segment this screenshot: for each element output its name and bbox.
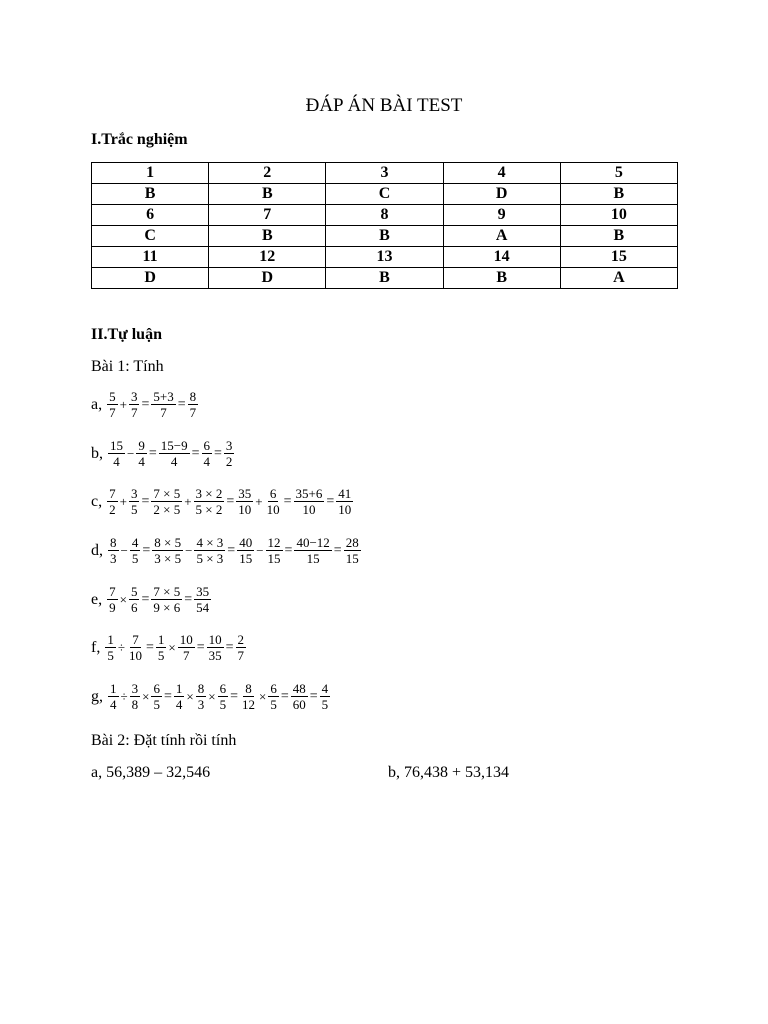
fraction-numerator: 3 — [130, 389, 138, 404]
fraction-numerator: 5 — [130, 584, 138, 599]
table-cell: A — [560, 268, 677, 289]
fraction — [107, 584, 118, 615]
table-cell: 8 — [326, 205, 443, 226]
table-cell: 1 — [92, 163, 209, 184]
fraction — [344, 535, 361, 566]
fraction — [130, 681, 141, 712]
fraction-numerator: 3 × 2 — [195, 486, 223, 501]
math-operator: = — [177, 396, 186, 412]
fraction — [107, 486, 118, 517]
fraction-denominator: 7 — [237, 648, 245, 663]
table-row — [92, 184, 678, 205]
fraction — [156, 632, 167, 663]
fraction — [108, 535, 119, 566]
fraction — [266, 535, 283, 566]
math-operator: = — [163, 688, 172, 704]
math-operator: − — [120, 542, 128, 558]
section-heading-multiple-choice: I.Trắc nghiệm — [91, 131, 188, 148]
math-line — [91, 389, 199, 420]
fraction-denominator: 7 — [109, 405, 116, 420]
fraction-numerator: 1 — [110, 681, 117, 696]
fraction-denominator: 5 — [270, 697, 277, 712]
fraction-numerator: 41 — [338, 486, 352, 501]
table-cell: 6 — [92, 205, 209, 226]
fraction — [136, 438, 147, 469]
fraction-denominator: 2 — [109, 502, 116, 517]
fraction-denominator: 15 — [267, 551, 281, 566]
fraction-denominator: 3 — [197, 697, 205, 712]
math-operator: = — [141, 493, 150, 509]
fraction — [240, 681, 257, 712]
fraction-denominator: 2 × 5 — [153, 502, 181, 517]
table-cell: A — [443, 226, 560, 247]
fraction-denominator: 54 — [196, 600, 210, 615]
math-line-label: a, — [91, 395, 103, 413]
math-operator: + — [255, 493, 263, 509]
fraction-numerator: 4 — [131, 535, 139, 550]
table-cell: C — [92, 226, 209, 247]
math-line — [91, 681, 331, 712]
fraction — [320, 681, 331, 712]
fraction-denominator: 3 — [110, 551, 117, 566]
math-operator: ÷ — [120, 688, 128, 704]
fraction — [129, 486, 140, 517]
math-operator: = — [333, 542, 342, 558]
table-cell: B — [326, 268, 443, 289]
math-operator: + — [119, 493, 127, 509]
math-line-label: g, — [91, 687, 103, 705]
fraction — [291, 681, 308, 712]
table-row — [92, 205, 678, 226]
table-row — [92, 163, 678, 184]
fraction — [105, 632, 116, 663]
fraction-denominator: 15 — [306, 551, 320, 566]
table-cell: 7 — [209, 205, 326, 226]
table-cell: D — [92, 268, 209, 289]
fraction — [151, 389, 175, 420]
fraction-denominator: 3 × 5 — [154, 551, 182, 566]
fraction-numerator: 40−12 — [296, 535, 330, 550]
fraction — [151, 681, 162, 712]
fraction-denominator: 4 — [175, 697, 183, 712]
fraction-numerator: 6 — [203, 438, 210, 453]
fraction-denominator: 5 — [321, 697, 329, 712]
math-operator: = — [196, 639, 205, 655]
fraction-numerator: 3 — [131, 681, 139, 696]
fraction — [194, 584, 211, 615]
fraction-denominator: 10 — [338, 502, 352, 517]
fraction-numerator: 7 — [132, 632, 139, 647]
fraction — [336, 486, 353, 517]
math-operator: + — [119, 396, 127, 412]
fraction-numerator: 8 — [245, 681, 252, 696]
math-operator: = — [284, 542, 293, 558]
math-line-label: b, — [91, 444, 103, 462]
table-cell: B — [209, 184, 326, 205]
fraction-denominator: 8 — [131, 697, 139, 712]
fraction-numerator: 5+3 — [153, 389, 174, 404]
table-row — [92, 226, 678, 247]
exercise-2b: b, 76,438 + 53,134 — [388, 764, 510, 781]
fraction-denominator: 5 — [157, 648, 165, 663]
math-operator: = — [184, 591, 193, 607]
table-cell: B — [209, 226, 326, 247]
fraction-denominator: 10 — [302, 502, 316, 517]
math-operator: × — [186, 688, 194, 704]
math-operator: = — [230, 688, 238, 704]
fraction-numerator: 48 — [292, 681, 306, 696]
fraction — [265, 486, 282, 517]
table-row — [92, 268, 678, 289]
answer-table — [91, 162, 678, 289]
math-operator: × — [168, 639, 176, 655]
fraction-numerator: 10 — [208, 632, 222, 647]
fraction-numerator: 2 — [237, 632, 245, 647]
math-operator: − — [185, 542, 193, 558]
fraction-denominator: 4 — [203, 454, 210, 469]
exercise-2a: a, 56,389 – 32,546 — [91, 764, 211, 781]
math-operator: × — [142, 688, 150, 704]
fraction-denominator: 9 × 6 — [153, 600, 181, 615]
table-cell: 15 — [560, 247, 677, 268]
fraction — [174, 681, 185, 712]
table-cell: 10 — [560, 205, 677, 226]
table-cell: 5 — [560, 163, 677, 184]
fraction-numerator: 7 — [109, 584, 116, 599]
fraction-numerator: 10 — [179, 632, 193, 647]
fraction-denominator: 9 — [109, 600, 116, 615]
fraction-numerator: 35+6 — [295, 486, 323, 501]
table-cell: 3 — [326, 163, 443, 184]
fraction-denominator: 7 — [160, 405, 167, 420]
table-cell: D — [209, 268, 326, 289]
fraction-numerator: 5 — [109, 389, 116, 404]
page-title: ĐÁP ÁN BÀI TEST — [305, 95, 463, 116]
table-cell: 2 — [209, 163, 326, 184]
table-cell: 11 — [92, 247, 209, 268]
math-line — [91, 438, 235, 469]
fraction — [129, 389, 140, 420]
math-operator: = — [280, 688, 289, 704]
fraction — [196, 681, 207, 712]
fraction-numerator: 6 — [270, 681, 277, 696]
table-cell: 13 — [326, 247, 443, 268]
fraction-denominator: 15 — [345, 551, 359, 566]
fraction-denominator: 4 — [113, 454, 120, 469]
fraction-denominator: 7 — [130, 405, 138, 420]
fraction-denominator: 5 × 2 — [195, 502, 223, 517]
fraction-denominator: 5 — [219, 697, 227, 712]
math-line-label: c, — [91, 492, 103, 510]
fraction-denominator: 35 — [208, 648, 222, 663]
fraction-denominator: 5 — [131, 551, 139, 566]
fraction-denominator: 7 — [189, 405, 197, 420]
table-cell: 9 — [443, 205, 560, 226]
fraction — [268, 681, 279, 712]
fraction — [151, 584, 182, 615]
fraction-numerator: 35 — [196, 584, 210, 599]
fraction — [237, 535, 254, 566]
fraction — [107, 389, 118, 420]
fraction-denominator: 5 — [153, 697, 160, 712]
fraction-denominator: 4 — [170, 454, 178, 469]
fraction-numerator: 1 — [175, 681, 183, 696]
fraction-numerator: 28 — [345, 535, 359, 550]
math-operator: = — [145, 639, 154, 655]
fraction-denominator: 6 — [130, 600, 138, 615]
fraction-numerator: 8 — [110, 535, 117, 550]
fraction — [218, 681, 229, 712]
math-operator: = — [225, 639, 234, 655]
fraction-numerator: 7 — [109, 486, 116, 501]
table-cell: B — [92, 184, 209, 205]
fraction-denominator: 4 — [138, 454, 145, 469]
math-operator: + — [184, 493, 192, 509]
fraction — [108, 681, 119, 712]
math-line-label: f, — [91, 638, 101, 656]
math-operator: ÷ — [117, 639, 125, 655]
table-cell: 4 — [443, 163, 560, 184]
math-operator: = — [141, 591, 150, 607]
table-cell: B — [560, 226, 677, 247]
fraction-numerator: 8 — [189, 389, 197, 404]
math-operator: = — [214, 445, 222, 461]
table-cell: 14 — [443, 247, 560, 268]
fraction-denominator: 12 — [241, 697, 255, 712]
table-cell: C — [326, 184, 443, 205]
fraction — [108, 438, 125, 469]
fraction-numerator: 3 — [225, 438, 233, 453]
fraction-numerator: 1 — [157, 632, 165, 647]
fraction — [236, 486, 253, 517]
table-cell: B — [326, 226, 443, 247]
math-operator: = — [148, 445, 157, 461]
math-operator: = — [283, 493, 292, 509]
fraction-numerator: 8 × 5 — [154, 535, 182, 550]
fraction-denominator: 15 — [239, 551, 253, 566]
math-line — [91, 486, 354, 517]
fraction-numerator: 4 × 3 — [196, 535, 224, 550]
fraction-denominator: 10 — [128, 648, 142, 663]
fraction-denominator: 5 — [107, 648, 114, 663]
fraction — [294, 486, 325, 517]
math-operator: = — [141, 396, 150, 412]
fraction — [129, 584, 140, 615]
fraction — [294, 535, 331, 566]
math-operator: × — [258, 688, 267, 704]
fraction-denominator: 5 × 3 — [196, 551, 224, 566]
table-row — [92, 247, 678, 268]
math-operator: − — [127, 445, 135, 461]
math-operator: = — [142, 542, 151, 558]
fraction — [188, 389, 199, 420]
fraction-denominator: 7 — [182, 648, 190, 663]
math-operator: = — [227, 542, 236, 558]
fraction-denominator: 4 — [110, 697, 117, 712]
math-operator: = — [309, 688, 318, 704]
fraction-numerator: 6 — [269, 486, 277, 501]
fraction — [130, 535, 141, 566]
fraction — [194, 486, 225, 517]
fraction — [159, 438, 190, 469]
exercise-2-title: Bài 2: Đặt tính rồi tính — [91, 732, 237, 749]
table-cell: B — [443, 268, 560, 289]
math-operator: = — [191, 445, 200, 461]
table-cell: D — [443, 184, 560, 205]
fraction-denominator: 5 — [130, 502, 138, 517]
fraction-numerator: 12 — [267, 535, 281, 550]
fraction — [194, 535, 225, 566]
fraction-numerator: 6 — [153, 681, 160, 696]
fraction-numerator: 8 — [197, 681, 205, 696]
math-operator: × — [208, 688, 216, 704]
fraction-numerator: 40 — [239, 535, 253, 550]
fraction-denominator: 10 — [266, 502, 280, 517]
math-operator: × — [119, 591, 127, 607]
fraction-numerator: 4 — [321, 681, 329, 696]
fraction-denominator: 60 — [292, 697, 306, 712]
fraction-numerator: 15−9 — [160, 438, 188, 453]
fraction-numerator: 15 — [110, 438, 123, 453]
fraction-numerator: 7 × 5 — [153, 584, 181, 599]
math-operator: − — [256, 542, 264, 558]
fraction-numerator: 3 — [130, 486, 138, 501]
exercise-1-title: Bài 1: Tính — [91, 358, 164, 375]
fraction-numerator: 9 — [138, 438, 145, 453]
fraction — [127, 632, 144, 663]
fraction-numerator: 35 — [238, 486, 252, 501]
fraction-denominator: 2 — [225, 454, 233, 469]
fraction — [202, 438, 213, 469]
table-cell: B — [560, 184, 677, 205]
fraction — [207, 632, 224, 663]
fraction — [224, 438, 235, 469]
math-line-label: e, — [91, 590, 103, 608]
fraction — [152, 535, 183, 566]
fraction-numerator: 1 — [107, 632, 114, 647]
fraction — [236, 632, 247, 663]
math-operator: = — [226, 493, 235, 509]
math-line — [91, 535, 362, 566]
fraction — [151, 486, 182, 517]
fraction-numerator: 7 × 5 — [153, 486, 181, 501]
fraction-denominator: 10 — [238, 502, 252, 517]
section-heading-essay: II.Tự luận — [91, 326, 162, 343]
fraction-numerator: 6 — [219, 681, 227, 696]
math-operator: = — [326, 493, 335, 509]
math-line — [91, 632, 247, 663]
table-cell: 12 — [209, 247, 326, 268]
math-line-label: d, — [91, 541, 103, 559]
fraction — [178, 632, 195, 663]
math-line — [91, 584, 212, 615]
